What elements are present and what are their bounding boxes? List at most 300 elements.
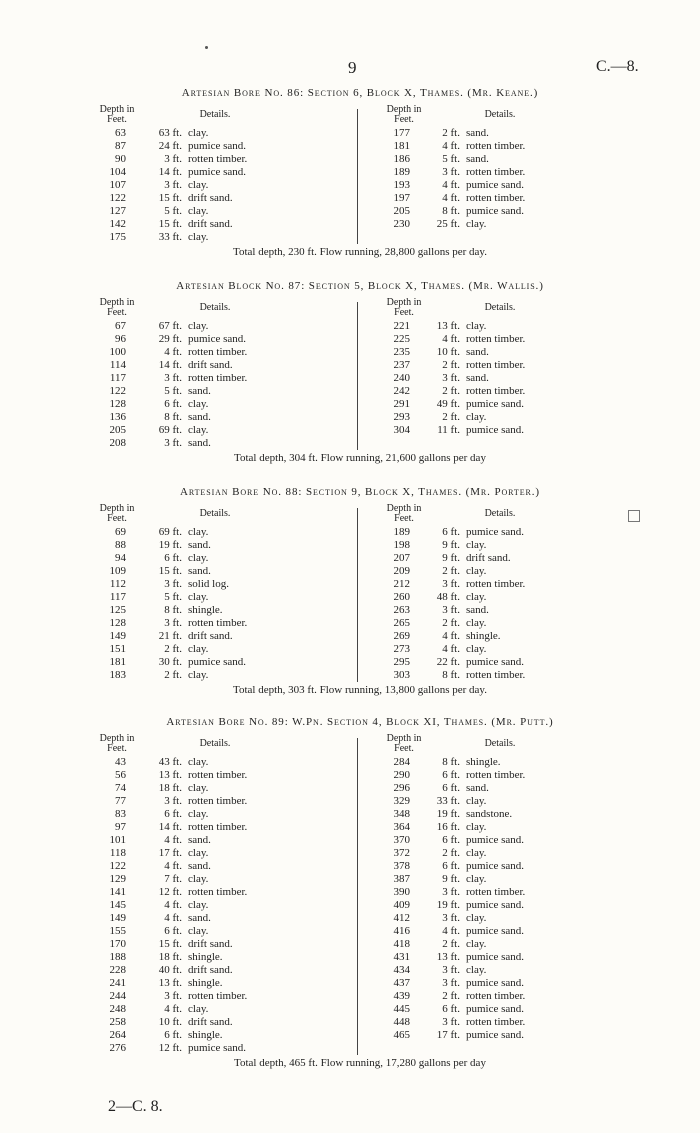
depth-value: 198 — [393, 539, 410, 551]
strata-row — [0, 140, 700, 153]
material-value: drift sand. — [188, 938, 233, 950]
depth-value: 296 — [393, 782, 410, 794]
material-value: sand. — [188, 385, 211, 397]
thickness-value: 6 ft. — [442, 1003, 460, 1015]
strata-row — [0, 359, 700, 372]
material-value: clay. — [466, 591, 487, 603]
strata-row — [0, 604, 700, 617]
thickness-value: 43 ft. — [158, 756, 182, 768]
depth-value: 170 — [109, 938, 126, 950]
thickness-value: 3 ft. — [442, 1016, 460, 1028]
depth-value: 445 — [393, 1003, 410, 1015]
thickness-value: 69 ft. — [158, 424, 182, 436]
material-value: clay. — [466, 565, 487, 577]
strata-row — [0, 372, 700, 385]
thickness-value: 15 ft. — [158, 218, 182, 230]
depth-value: 264 — [109, 1029, 126, 1041]
material-value: sand. — [188, 860, 211, 872]
depth-value: 387 — [393, 873, 410, 885]
depth-header-line: Depth in — [386, 104, 422, 115]
depth-value: 107 — [109, 179, 126, 191]
depth-value: 418 — [393, 938, 410, 950]
depth-value: 97 — [115, 821, 126, 833]
material-value: pumice sand. — [466, 398, 525, 410]
depth-value: 370 — [393, 834, 410, 846]
strata-row — [0, 756, 700, 769]
material-value: clay. — [466, 964, 487, 976]
total-depth-line: Total depth, 230 ft. Flow running, 28,800 gallons per day. — [233, 246, 487, 258]
thickness-value: 33 ft. — [158, 231, 182, 243]
thickness-value: 17 ft. — [158, 847, 182, 859]
material-value: clay. — [466, 320, 487, 332]
thickness-value: 19 ft. — [158, 539, 182, 551]
material-value: drift sand. — [188, 218, 233, 230]
strata-row — [0, 385, 700, 398]
strata-row — [0, 127, 700, 140]
details-column-header: Details. — [484, 109, 516, 120]
details-column-header: Details. — [484, 302, 516, 313]
material-value: sand. — [466, 127, 489, 139]
thickness-value: 3 ft. — [442, 912, 460, 924]
thickness-value: 2 ft. — [442, 385, 460, 397]
material-value: rotten timber. — [188, 886, 248, 898]
material-value: rotten timber. — [466, 990, 526, 1002]
material-value: pumice sand. — [466, 656, 525, 668]
thickness-value: 12 ft. — [158, 1042, 182, 1054]
material-value: rotten timber. — [466, 886, 526, 898]
depth-value: 128 — [109, 617, 126, 629]
footer-code: 2—C. 8. — [108, 1098, 163, 1115]
depth-value: 242 — [393, 385, 410, 397]
thickness-value: 13 ft. — [158, 977, 182, 989]
thickness-value: 4 ft. — [164, 860, 182, 872]
depth-value: 136 — [109, 411, 126, 423]
depth-value: 230 — [393, 218, 410, 230]
strata-row — [0, 795, 700, 808]
material-value: shingle. — [188, 977, 223, 989]
material-value: drift sand. — [188, 1016, 233, 1028]
strata-row — [0, 886, 700, 899]
strata-row — [0, 1042, 700, 1055]
material-value: clay. — [466, 411, 487, 423]
material-value: drift sand. — [188, 359, 233, 371]
material-value: pumice sand. — [466, 834, 525, 846]
ink-speck — [205, 46, 208, 49]
thickness-value: 3 ft. — [164, 795, 182, 807]
depth-value: 390 — [393, 886, 410, 898]
material-value: rotten timber. — [466, 1016, 526, 1028]
material-value: solid log. — [188, 578, 229, 590]
thickness-value: 2 ft. — [442, 127, 460, 139]
depth-header-line: Depth in — [386, 297, 422, 308]
thickness-value: 4 ft. — [442, 179, 460, 191]
strata-row — [0, 166, 700, 179]
thickness-value: 3 ft. — [164, 437, 182, 449]
material-value: clay. — [188, 899, 209, 911]
strata-row — [0, 578, 700, 591]
material-value: sand. — [466, 346, 489, 358]
depth-value: 284 — [393, 756, 410, 768]
thickness-value: 8 ft. — [164, 411, 182, 423]
strata-row — [0, 782, 700, 795]
depth-value: 273 — [393, 643, 410, 655]
thickness-value: 3 ft. — [442, 964, 460, 976]
depth-header-line: Depth in — [99, 297, 135, 308]
depth-value: 258 — [109, 1016, 126, 1028]
depth-column-header — [92, 504, 142, 524]
material-value: clay. — [466, 873, 487, 885]
depth-value: 127 — [109, 205, 126, 217]
thickness-value: 13 ft. — [158, 769, 182, 781]
thickness-value: 14 ft. — [158, 821, 182, 833]
strata-row — [0, 617, 700, 630]
material-value: sand. — [188, 539, 211, 551]
material-value: rotten timber. — [466, 359, 526, 371]
material-value: shingle. — [188, 604, 223, 616]
depth-header-line: Feet. — [107, 743, 127, 754]
depth-value: 205 — [109, 424, 126, 436]
material-value: drift sand. — [466, 552, 511, 564]
depth-header-line: Feet. — [394, 513, 414, 524]
depth-value: 189 — [393, 166, 410, 178]
depth-column-header — [378, 734, 430, 754]
material-value: rotten timber. — [188, 821, 248, 833]
strata-row — [0, 591, 700, 604]
thickness-value: 69 ft. — [158, 526, 182, 538]
thickness-value: 6 ft. — [164, 808, 182, 820]
thickness-value: 14 ft. — [158, 166, 182, 178]
strata-row — [0, 192, 700, 205]
material-value: drift sand. — [188, 630, 233, 642]
material-value: pumice sand. — [466, 925, 525, 937]
material-value: pumice sand. — [466, 526, 525, 538]
strata-row — [0, 912, 700, 925]
depth-value: 114 — [109, 359, 126, 371]
strata-row — [0, 656, 700, 669]
depth-value: 240 — [393, 372, 410, 384]
depth-value: 207 — [393, 552, 410, 564]
material-value: pumice sand. — [466, 860, 525, 872]
thickness-value: 21 ft. — [158, 630, 182, 642]
depth-value: 290 — [393, 769, 410, 781]
depth-value: 117 — [109, 372, 126, 384]
material-value: pumice sand. — [466, 205, 525, 217]
depth-header-line: Depth in — [99, 503, 135, 514]
strata-row — [0, 951, 700, 964]
thickness-value: 15 ft. — [158, 192, 182, 204]
thickness-value: 14 ft. — [158, 359, 182, 371]
page-code: C.—8. — [596, 58, 639, 75]
strata-row — [0, 630, 700, 643]
depth-value: 212 — [393, 578, 410, 590]
depth-value: 74 — [115, 782, 126, 794]
thickness-value: 10 ft. — [158, 1016, 182, 1028]
depth-value: 181 — [109, 656, 126, 668]
depth-value: 291 — [393, 398, 410, 410]
material-value: clay. — [466, 539, 487, 551]
material-value: clay. — [466, 795, 487, 807]
material-value: drift sand. — [188, 964, 233, 976]
thickness-value: 4 ft. — [442, 333, 460, 345]
material-value: rotten timber. — [188, 990, 248, 1002]
strata-row — [0, 333, 700, 346]
bore-heading: Artesian Bore No. 86: Section 6, Block X, Thames. (Mr. Keane.) — [181, 87, 539, 99]
thickness-value: 48 ft. — [436, 591, 460, 603]
thickness-value: 6 ft. — [164, 1029, 182, 1041]
thickness-value: 17 ft. — [436, 1029, 460, 1041]
depth-value: 265 — [393, 617, 410, 629]
thickness-value: 19 ft. — [436, 808, 460, 820]
material-value: rotten timber. — [188, 372, 248, 384]
material-value: rotten timber. — [188, 346, 248, 358]
thickness-value: 2 ft. — [164, 669, 182, 681]
depth-value: 104 — [109, 166, 126, 178]
thickness-value: 6 ft. — [442, 769, 460, 781]
depth-header-line: Depth in — [386, 503, 422, 514]
strata-row — [0, 1003, 700, 1016]
thickness-value: 3 ft. — [442, 886, 460, 898]
thickness-value: 2 ft. — [442, 617, 460, 629]
column-divider — [357, 738, 358, 1055]
material-value: shingle. — [466, 756, 501, 768]
depth-value: 112 — [109, 578, 126, 590]
depth-value: 260 — [393, 591, 410, 603]
depth-column-header — [378, 298, 430, 318]
material-value: clay. — [188, 526, 209, 538]
thickness-value: 67 ft. — [158, 320, 182, 332]
depth-value: 437 — [393, 977, 410, 989]
thickness-value: 18 ft. — [158, 782, 182, 794]
thickness-value: 10 ft. — [436, 346, 460, 358]
thickness-value: 3 ft. — [164, 179, 182, 191]
material-value: pumice sand. — [466, 1003, 525, 1015]
thickness-value: 3 ft. — [442, 977, 460, 989]
material-value: clay. — [188, 552, 209, 564]
details-column-header: Details. — [199, 508, 231, 519]
thickness-value: 5 ft. — [164, 205, 182, 217]
depth-value: 67 — [115, 320, 126, 332]
material-value: pumice sand. — [466, 951, 525, 963]
depth-value: 372 — [393, 847, 410, 859]
thickness-value: 3 ft. — [164, 617, 182, 629]
depth-value: 188 — [109, 951, 126, 963]
depth-value: 304 — [393, 424, 410, 436]
strata-row — [0, 899, 700, 912]
depth-value: 122 — [109, 385, 126, 397]
thickness-value: 8 ft. — [164, 604, 182, 616]
depth-value: 293 — [393, 411, 410, 423]
depth-header-line: Feet. — [394, 114, 414, 125]
depth-value: 409 — [393, 899, 410, 911]
strata-row — [0, 205, 700, 218]
depth-header-line: Depth in — [386, 733, 422, 744]
material-value: shingle. — [466, 630, 501, 642]
depth-column-header — [378, 105, 430, 125]
total-depth-line: Total depth, 303 ft. Flow running, 13,800 gallons per day. — [233, 684, 487, 696]
strata-row — [0, 873, 700, 886]
total-depth-line: Total depth, 465 ft. Flow running, 17,280 gallons per day — [234, 1057, 486, 1069]
thickness-value: 8 ft. — [442, 205, 460, 217]
depth-value: 193 — [393, 179, 410, 191]
total-depth-line: Total depth, 304 ft. Flow running, 21,600 gallons per day — [234, 452, 486, 464]
thickness-value: 25 ft. — [436, 218, 460, 230]
material-value: sand. — [466, 153, 489, 165]
depth-value: 149 — [109, 912, 126, 924]
thickness-value: 13 ft. — [436, 951, 460, 963]
thickness-value: 49 ft. — [436, 398, 460, 410]
depth-value: 416 — [393, 925, 410, 937]
material-value: pumice sand. — [466, 179, 525, 191]
thickness-value: 4 ft. — [164, 346, 182, 358]
thickness-value: 2 ft. — [442, 565, 460, 577]
material-value: rotten timber. — [466, 578, 526, 590]
depth-value: 221 — [393, 320, 410, 332]
depth-value: 109 — [109, 565, 126, 577]
column-divider — [357, 109, 358, 244]
depth-value: 141 — [109, 886, 126, 898]
depth-value: 83 — [115, 808, 126, 820]
depth-value: 63 — [115, 127, 126, 139]
material-value: pumice sand. — [188, 333, 247, 345]
thickness-value: 13 ft. — [436, 320, 460, 332]
right-strata-list — [0, 320, 700, 437]
depth-value: 434 — [393, 964, 410, 976]
thickness-value: 3 ft. — [164, 372, 182, 384]
depth-value: 263 — [393, 604, 410, 616]
depth-value: 186 — [393, 153, 410, 165]
material-value: clay. — [466, 617, 487, 629]
depth-value: 142 — [109, 218, 126, 230]
material-value: pumice sand. — [188, 656, 247, 668]
thickness-value: 40 ft. — [158, 964, 182, 976]
strata-row — [0, 565, 700, 578]
depth-column-header — [92, 105, 142, 125]
material-value: sand. — [466, 604, 489, 616]
material-value: clay. — [188, 782, 209, 794]
depth-value: 228 — [109, 964, 126, 976]
thickness-value: 4 ft. — [442, 643, 460, 655]
depth-value: 269 — [393, 630, 410, 642]
material-value: clay. — [466, 847, 487, 859]
material-value: sand. — [466, 782, 489, 794]
strata-row — [0, 411, 700, 424]
material-value: rotten timber. — [466, 385, 526, 397]
material-value: clay. — [188, 179, 209, 191]
material-value: clay. — [466, 218, 487, 230]
depth-value: 183 — [109, 669, 126, 681]
depth-value: 225 — [393, 333, 410, 345]
thickness-value: 7 ft. — [164, 873, 182, 885]
depth-value: 209 — [393, 565, 410, 577]
thickness-value: 4 ft. — [164, 834, 182, 846]
material-value: sand. — [466, 372, 489, 384]
depth-value: 94 — [115, 552, 126, 564]
strata-row — [0, 808, 700, 821]
depth-value: 125 — [109, 604, 126, 616]
thickness-value: 8 ft. — [442, 756, 460, 768]
depth-value: 175 — [109, 231, 126, 243]
thickness-value: 4 ft. — [442, 192, 460, 204]
material-value: clay. — [188, 591, 209, 603]
material-value: clay. — [188, 424, 209, 436]
depth-value: 117 — [109, 591, 126, 603]
right-strata-list — [0, 756, 700, 1042]
depth-column-header — [92, 298, 142, 318]
depth-value: 181 — [393, 140, 410, 152]
strata-row — [0, 964, 700, 977]
thickness-value: 6 ft. — [164, 398, 182, 410]
depth-header-line: Feet. — [394, 743, 414, 754]
thickness-value: 5 ft. — [164, 591, 182, 603]
strata-row — [0, 669, 700, 682]
thickness-value: 15 ft. — [158, 565, 182, 577]
bore-heading: Artesian Block No. 87: Section 5, Block X, Thames. (Mr. Wallis.) — [176, 280, 544, 292]
thickness-value: 6 ft. — [442, 834, 460, 846]
thickness-value: 33 ft. — [436, 795, 460, 807]
material-value: clay. — [466, 938, 487, 950]
strata-row — [0, 643, 700, 656]
thickness-value: 2 ft. — [442, 847, 460, 859]
thickness-value: 15 ft. — [158, 938, 182, 950]
thickness-value: 2 ft. — [442, 990, 460, 1002]
depth-value: 348 — [393, 808, 410, 820]
material-value: clay. — [188, 205, 209, 217]
material-value: clay. — [188, 127, 209, 139]
material-value: pumice sand. — [466, 899, 525, 911]
depth-header-line: Feet. — [107, 513, 127, 524]
material-value: clay. — [466, 643, 487, 655]
material-value: clay. — [188, 808, 209, 820]
material-value: sand. — [188, 411, 211, 423]
strata-row — [0, 179, 700, 192]
material-value: rotten timber. — [466, 669, 526, 681]
strata-row — [0, 437, 700, 450]
material-value: clay. — [188, 669, 209, 681]
thickness-value: 4 ft. — [164, 912, 182, 924]
details-column-header: Details. — [199, 109, 231, 120]
depth-value: 237 — [393, 359, 410, 371]
thickness-value: 2 ft. — [164, 643, 182, 655]
material-value: drift sand. — [188, 192, 233, 204]
thickness-value: 29 ft. — [158, 333, 182, 345]
column-divider — [357, 508, 358, 682]
thickness-value: 30 ft. — [158, 656, 182, 668]
depth-value: 448 — [393, 1016, 410, 1028]
depth-value: 69 — [115, 526, 126, 538]
depth-value: 151 — [109, 643, 126, 655]
thickness-value: 3 ft. — [442, 372, 460, 384]
material-value: rotten timber. — [466, 769, 526, 781]
material-value: pumice sand. — [466, 424, 525, 436]
depth-value: 189 — [393, 526, 410, 538]
material-value: clay. — [188, 398, 209, 410]
depth-value: 412 — [393, 912, 410, 924]
thickness-value: 3 ft. — [164, 990, 182, 1002]
strata-row — [0, 320, 700, 333]
material-value: pumice sand. — [466, 977, 525, 989]
depth-value: 439 — [393, 990, 410, 1002]
depth-header-line: Feet. — [107, 307, 127, 318]
material-value: clay. — [188, 925, 209, 937]
depth-column-header — [378, 504, 430, 524]
thickness-value: 9 ft. — [442, 539, 460, 551]
thickness-value: 4 ft. — [442, 140, 460, 152]
depth-value: 208 — [109, 437, 126, 449]
depth-header-line: Depth in — [99, 733, 135, 744]
strata-row — [0, 346, 700, 359]
margin-mark — [628, 510, 640, 522]
thickness-value: 12 ft. — [158, 886, 182, 898]
